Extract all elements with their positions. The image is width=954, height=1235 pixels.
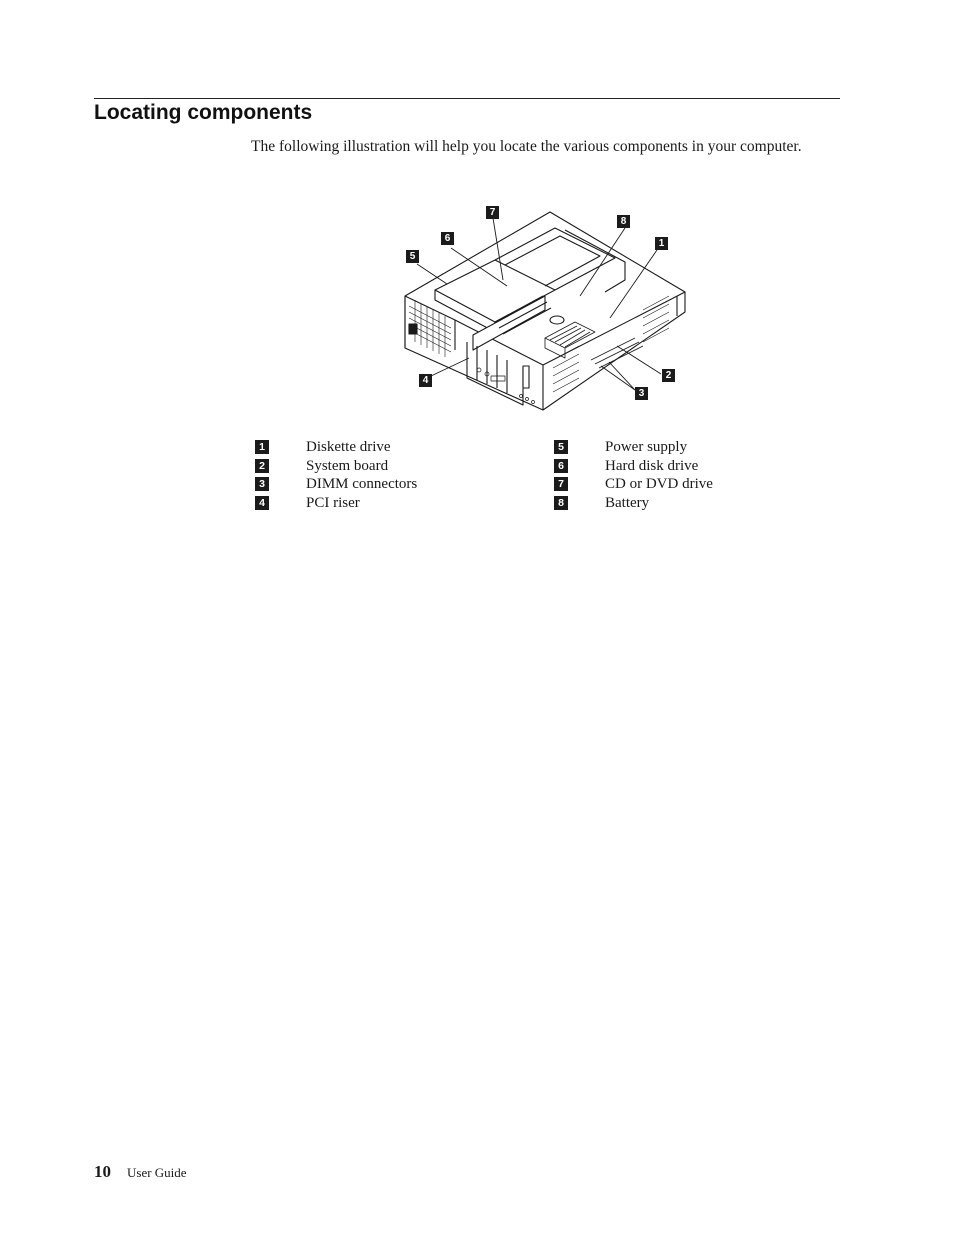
legend-number: 2 bbox=[255, 459, 269, 473]
page-number: 10 bbox=[94, 1162, 111, 1181]
legend-number: 6 bbox=[554, 459, 568, 473]
page-title: Locating components bbox=[94, 101, 313, 124]
legend-label: DIMM connectors bbox=[306, 476, 418, 493]
heading-rule bbox=[94, 98, 840, 99]
footer-doc-title: User Guide bbox=[127, 1165, 187, 1180]
legend-number: 7 bbox=[554, 477, 568, 491]
legend-item bbox=[255, 494, 515, 513]
legend-number: 4 bbox=[255, 496, 269, 510]
callout-8: 8 bbox=[617, 215, 630, 228]
callout-5: 5 bbox=[406, 250, 419, 263]
callout-4: 4 bbox=[419, 374, 432, 387]
intro-paragraph: The following illustration will help you locate the various components in your computer. bbox=[251, 138, 802, 155]
legend-number: 8 bbox=[554, 496, 568, 510]
legend-number: 3 bbox=[255, 477, 269, 491]
legend-item bbox=[554, 438, 814, 457]
legend-label: Diskette drive bbox=[306, 439, 391, 455]
legend-label: System board bbox=[306, 457, 389, 474]
callout-3: 3 bbox=[635, 387, 648, 400]
legend-item bbox=[554, 457, 814, 476]
callout-7: 7 bbox=[486, 206, 499, 219]
callout-2: 2 bbox=[662, 369, 675, 382]
callout-6: 6 bbox=[441, 232, 454, 245]
legend-label: Battery bbox=[605, 494, 650, 511]
legend-label: Power supply bbox=[605, 439, 688, 455]
page-footer bbox=[94, 1162, 187, 1182]
legend-number: 1 bbox=[255, 440, 269, 454]
legend-column-right bbox=[554, 438, 814, 512]
legend-item bbox=[255, 457, 515, 476]
legend-column-left bbox=[255, 438, 515, 512]
legend-label: CD or DVD drive bbox=[605, 476, 713, 493]
legend-item bbox=[554, 475, 814, 494]
legend-label: PCI riser bbox=[306, 494, 360, 511]
computer-components-illustration bbox=[395, 200, 705, 420]
legend-number: 5 bbox=[554, 440, 568, 454]
legend-label: Hard disk drive bbox=[605, 457, 699, 474]
callout-1: 1 bbox=[655, 237, 668, 250]
legend-item bbox=[255, 475, 515, 494]
legend-item bbox=[255, 438, 515, 457]
legend-item bbox=[554, 494, 814, 513]
